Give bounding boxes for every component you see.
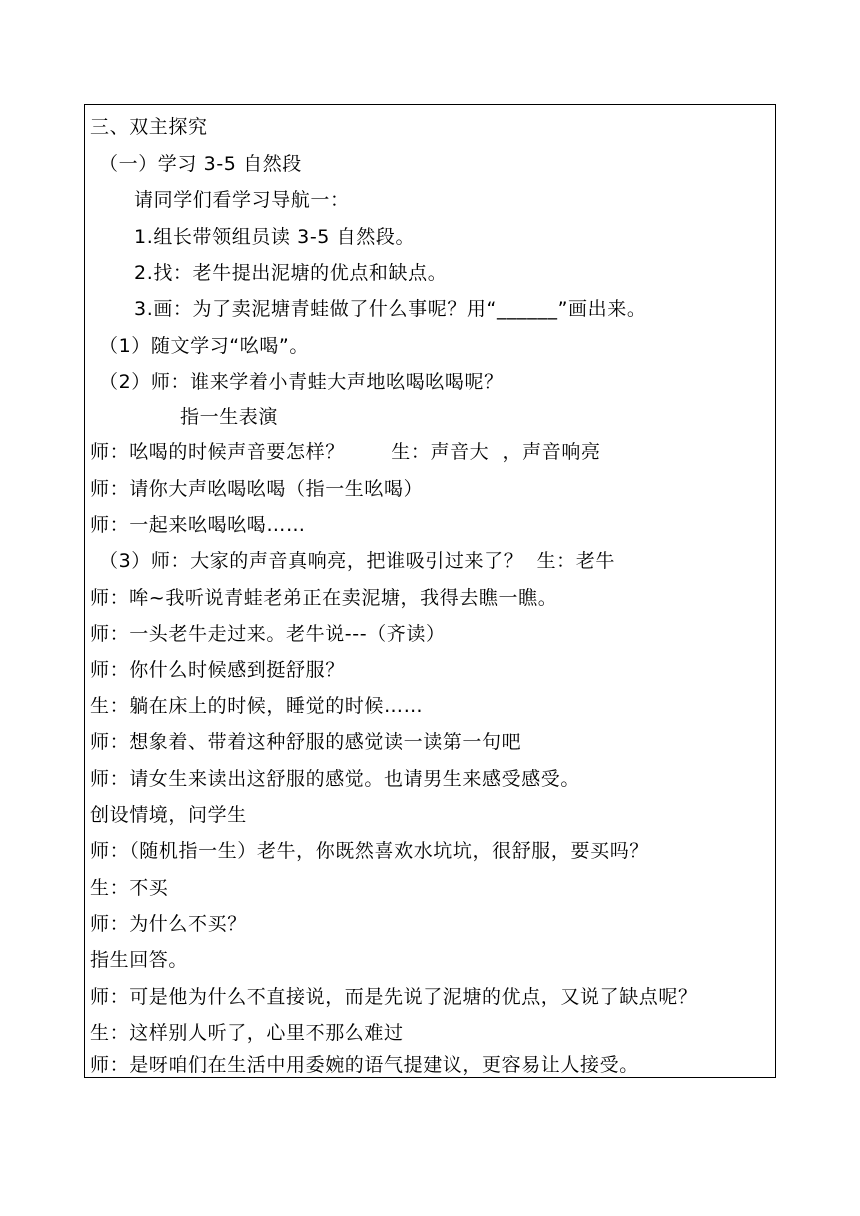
text-line: 指一生表演 bbox=[180, 406, 279, 428]
dialogue-line: 师：请你大声吆喝吆喝（指一生吆喝） bbox=[90, 478, 424, 500]
dialogue-line: 生：这样别人听了，心里不那么难过 bbox=[90, 1022, 404, 1044]
text-line: 请同学们看学习导航一： bbox=[134, 189, 350, 211]
text-line: （1）随文学习“吆喝”。 bbox=[99, 335, 309, 357]
dialogue-line: 师：想象着、带着这种舒服的感觉读一读第一句吧 bbox=[90, 731, 522, 753]
text-line: （2）师：谁来学着小青蛙大声地吆喝吆喝呢？ bbox=[99, 371, 504, 393]
subsection-heading: （一）学习 3-5 自然段 bbox=[99, 153, 302, 175]
dialogue-line: 师：哞~我听说青蛙老弟正在卖泥塘，我得去瞧一瞧。 bbox=[90, 587, 558, 609]
text-line: 2.找：老牛提出泥塘的优点和缺点。 bbox=[134, 262, 448, 284]
dialogue-line: 师：请女生来读出这舒服的感觉。也请男生来感受感受。 bbox=[90, 768, 581, 790]
text-line: 1.组长带领组员读 3-5 自然段。 bbox=[134, 226, 416, 248]
dialogue-line: 生：躺在床上的时候，睡觉的时候…… bbox=[90, 695, 424, 717]
dialogue-line: 师：一起来吆喝吆喝…… bbox=[90, 514, 306, 536]
dialogue-line: （3）师：大家的声音真响亮，把谁吸引过来了？ 生：老牛 bbox=[99, 550, 615, 572]
dialogue-line: 师：吆喝的时候声音要怎样？ 生：声音大 ，声音响亮 bbox=[90, 441, 601, 463]
text-line: 指生回答。 bbox=[90, 949, 189, 971]
section-heading: 三、双主探究 bbox=[90, 116, 208, 138]
dialogue-line: 师：你什么时候感到挺舒服？ bbox=[90, 659, 345, 681]
text-line: 创设情境，问学生 bbox=[90, 804, 247, 826]
text-line: 3.画：为了卖泥塘青蛙做了什么事呢？用“______”画出来。 bbox=[134, 298, 647, 320]
dialogue-line: 生：不买 bbox=[90, 877, 169, 899]
dialogue-line: 师：（随机指一生）老牛，你既然喜欢水坑坑，很舒服，要买吗？ bbox=[90, 840, 649, 862]
dialogue-line: 师：一头老牛走过来。老牛说---（齐读） bbox=[90, 623, 446, 645]
dialogue-line: 师：可是他为什么不直接说，而是先说了泥塘的优点，又说了缺点呢？ bbox=[90, 986, 698, 1008]
dialogue-line: 师：是呀咱们在生活中用委婉的语气提建议，更容易让人接受。 bbox=[90, 1054, 639, 1076]
dialogue-line: 师：为什么不买？ bbox=[90, 913, 247, 935]
